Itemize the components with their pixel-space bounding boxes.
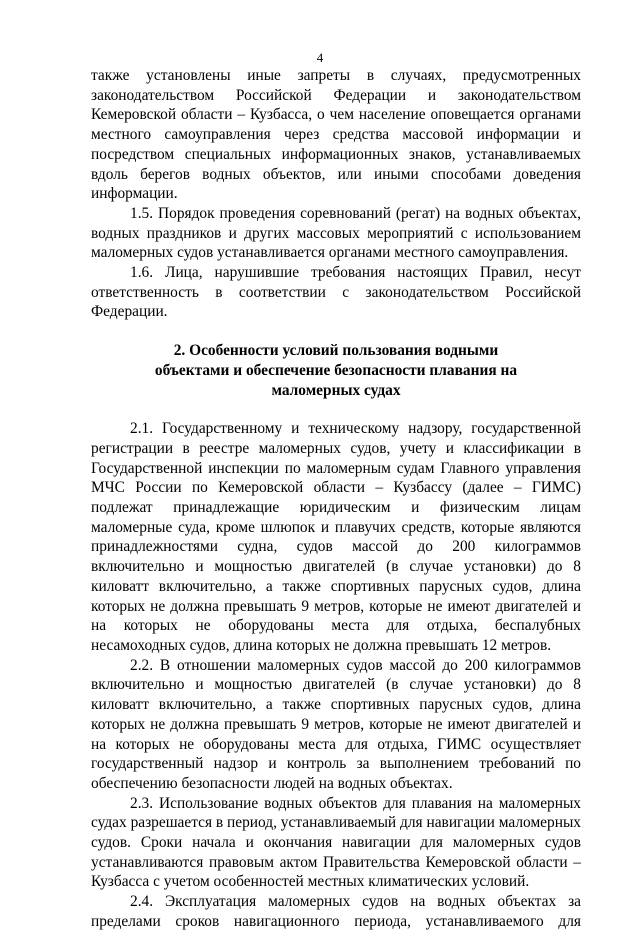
page-number: 4 xyxy=(316,50,324,65)
paragraph-1-5: 1.5. Порядок проведения соревнований (регат) на водных объектах, водных праздников и других массовых мероприятий с использованием маломерных судов устанавливается органами местного самоуправления. xyxy=(91,204,581,262)
paragraph-2-3: 2.3. Использование водных объектов для плавания на маломерных судах разрешается в период, устанавливаемый для навигации маломерных судов. Сроки начала и окончания навигации для маломерных судов устанавливаются правовым актом Правительства Кемеровской области – Кузбасса с учетом особенностей местных климатических условий. xyxy=(91,794,581,891)
paragraph-2-1: 2.1. Государственному и техническому надзору, государственной регистрации в реестре маломерных судов, учету и классификации в Государственной инспекции по маломерным судам Главного управления МЧС России по Кемеровской области – Кузбассу (далее – ГИМС) подлежат принадлежащие юридическим и физическим лицам маломерные суда, кроме шлюпок и плавучих средств, которые являются принадлежностями судна, судов массой до 200 килограммов включительно и мощностью двигателей (в случае установки) до 8 киловатт включительно, а также спортивных парусных судов, длина которых не должна превышать 9 метров, которые не имеют двигателей и на которых не оборудованы места для отдыха, беспалубных несамоходных судов, длина которых не должна превышать 12 метров. xyxy=(91,420,581,654)
paragraph-2-2: 2.2. В отношении маломерных судов массой до 200 килограммов включительно и мощностью двигателей (в случае установки) до 8 киловатт включительно, а также спортивных парусных судов, длина которых не должна превышать 9 метров, которые не имеют двигателей и на которых не оборудованы места для отдыха, ГИМС осуществляет государственный надзор и контроль за выполнением требований по обеспечению безопасности людей на водных объектах. xyxy=(91,656,581,792)
section-heading-line: маломерных судах xyxy=(271,381,401,399)
paragraph-1-6: 1.6. Лица, нарушившие требования настоящих Правил, несут ответственность в соответствии с законодательством Российской Федерации. xyxy=(91,264,581,321)
section-heading xyxy=(91,341,581,400)
section-heading-line: объектами и обеспечение безопасности плавания на xyxy=(154,361,518,379)
section-heading-line: 2. Особенности условий пользования водными xyxy=(173,342,499,360)
paragraph-continued: также установлены иные запреты в случаях, предусмотренных законодательством Российской Федерации и законодательством Кемеровской области – Кузбасса, о чем население оповещается органами местного самоуправления через средства массовой информации и посредством специальных информационных знаков, устанавливаемых вдоль берегов водных объектов, или иными способами доведения информации. xyxy=(91,67,581,203)
document-body xyxy=(91,66,581,932)
paragraph-2-4: 2.4. Эксплуатация маломерных судов на водных объектах за пределами сроков навигационного периода, устанавливаемого для xyxy=(91,893,581,930)
